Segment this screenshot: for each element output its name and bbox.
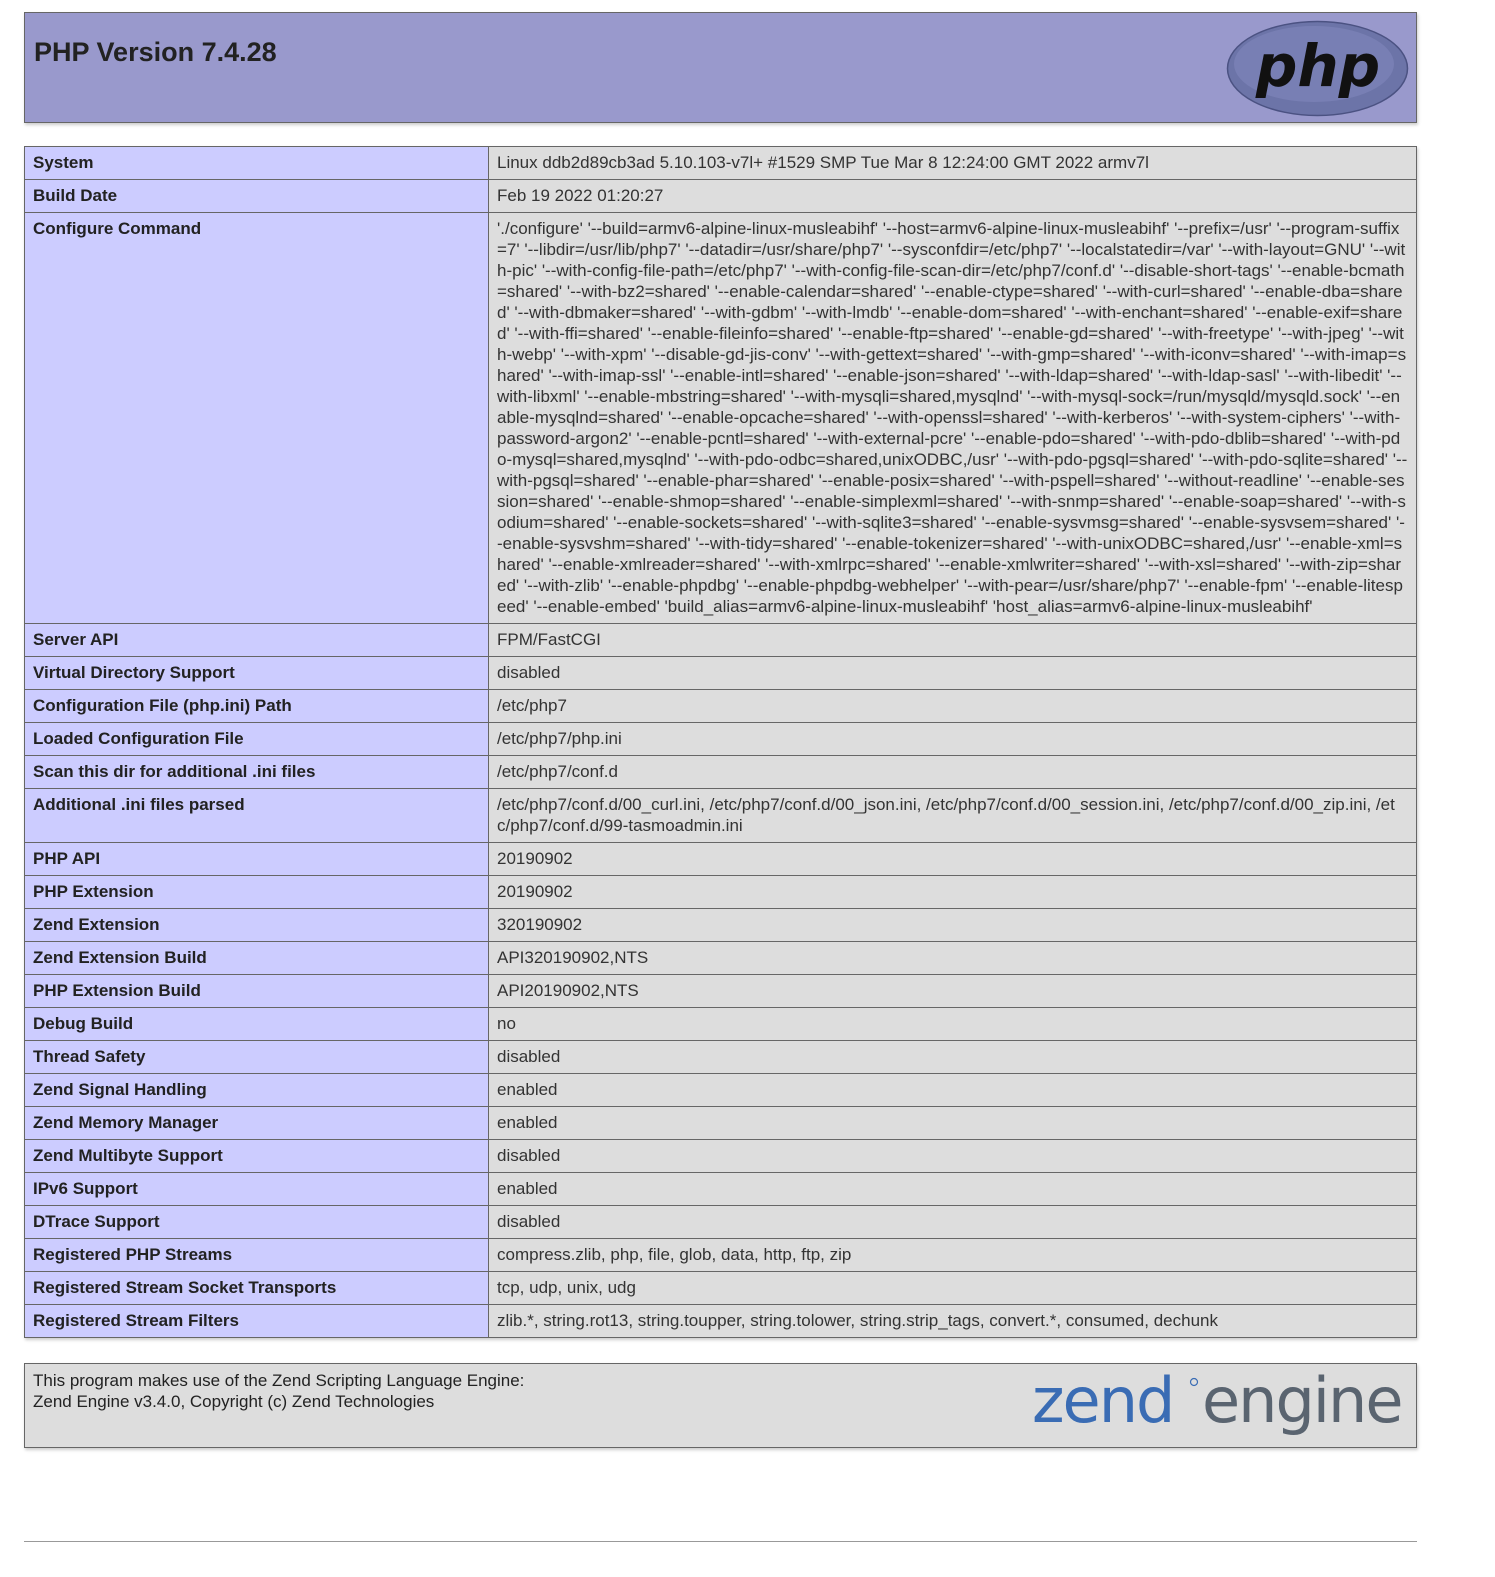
row-value: 20190902 [489, 843, 1417, 876]
row-key: Zend Extension [25, 909, 489, 942]
row-value: disabled [489, 1041, 1417, 1074]
row-value: no [489, 1008, 1417, 1041]
page-title: PHP Version 7.4.28 [34, 37, 277, 67]
table-row [25, 843, 1417, 876]
table-row [25, 1041, 1417, 1074]
table-row [25, 180, 1417, 213]
row-value: './configure' '--build=armv6-alpine-linux-musleabihf' '--host=armv6-alpine-linux-musleabihf' '--prefix=/usr' '--program-suffix=7' '--libdir=/usr/lib/php7' '--datadir=/usr/share/php7' '--sysconfdir=/etc/php7' '--localstatedir=/var' '--with-layout=GNU' '--with-pic' '--with-config-file-path=/etc/php7' '--with-config-file-scan-dir=/etc/php7/conf.d' '--disable-short-tags' '--enable-bcmath=shared' '--with-bz2=shared' '--enable-calendar=shared' '--enable-ctype=shared' '--with-curl=shared' '--enable-dba=shared' '--with-dbmaker=shared' '--with-gdbm' '--with-lmdb' '--enable-dom=shared' '--with-enchant=shared' '--enable-exif=shared' '--with-ffi=shared' '--enable-fileinfo=shared' '--enable-ftp=shared' '--enable-gd=shared' '--with-freetype' '--with-jpeg' '--with-webp' '--with-xpm' '--disable-gd-jis-conv' '--with-gettext=shared' '--with-gmp=shared' '--with-iconv=shared' '--with-imap=shared' '--with-imap-ssl' '--enable-intl=shared' '--enable-json=shared' '--with-ldap=shared' '--with-ldap-sasl' '--with-libedit' '--with-libxml' '--enable-mbstring=shared' '--with-mysqli=shared,mysqlnd' '--with-mysql-sock=/run/mysqld/mysqld.sock' '--enable-mysqlnd=shared' '--enable-opcache=shared' '--with-openssl=shared' '--with-kerberos' '--with-system-ciphers' '--with-password-argon2' '--enable-pcntl=shared' '--with-external-pcre' '--enable-pdo=shared' '--with-pdo-dblib=shared' '--with-pdo-mysql=shared,mysqlnd' '--with-pdo-odbc=shared,unixODBC,/usr' '--with-pdo-pgsql=shared' '--with-pdo-sqlite=shared' '--with-pgsql=shared' '--enable-phar=shared' '--enable-posix=shared' '--with-pspell=shared' '--without-readline' '--enable-session=shared' '--enable-shmop=shared' '--enable-simplexml=shared' '--with-snmp=shared' '--enable-soap=shared' '--with-sodium=shared' '--enable-sockets=shared' '--with-sqlite3=shared' '--enable-sysvmsg=shared' '--enable-sysvsem=shared' '--enable-sysvshm=shared' '--with-tidy=shared' '--enable-tokenizer=shared' '--with-unixODBC=shared,/usr' '--enable-xml=shared' '--enable-xmlreader=shared' '--with-xmlrpc=shared' '--enable-xmlwriter=shared' '--with-xsl=shared' '--with-zip=shared' '--with-zlib' '--enable-phpdbg' '--enable-phpdbg-webhelper' '--with-pear=/usr/share/php7' '--enable-fpm' '--enable-litespeed' '--enable-embed' 'build_alias=armv6-alpine-linux-musleabihf' 'host_alias=armv6-alpine-linux-musleabihf' [489, 213, 1417, 624]
row-value: tcp, udp, unix, udg [489, 1272, 1417, 1305]
row-key: PHP Extension Build [25, 975, 489, 1008]
row-value: /etc/php7/conf.d/00_curl.ini, /etc/php7/conf.d/00_json.ini, /etc/php7/conf.d/00_session.ini, /etc/php7/conf.d/00_zip.ini, /etc/php7/conf.d/99-tasmoadmin.ini [489, 789, 1417, 843]
zend-logo-engine: engine [1202, 1368, 1402, 1437]
table-row [25, 147, 1417, 180]
table-row [25, 1107, 1417, 1140]
zend-credits-line1: This program makes use of the Zend Scripting Language Engine: [33, 1371, 525, 1390]
table-row [25, 1008, 1417, 1041]
row-key: Build Date [25, 180, 489, 213]
row-key: Registered Stream Socket Transports [25, 1272, 489, 1305]
phpinfo-page [24, 12, 1417, 1448]
row-value: enabled [489, 1173, 1417, 1206]
row-key: Additional .ini files parsed [25, 789, 489, 843]
row-value: /etc/php7 [489, 690, 1417, 723]
table-row [25, 213, 1417, 624]
table-row [25, 975, 1417, 1008]
row-key: PHP API [25, 843, 489, 876]
row-value: disabled [489, 1140, 1417, 1173]
zend-engine-logo [1032, 1368, 1408, 1444]
row-key: Server API [25, 624, 489, 657]
row-key: DTrace Support [25, 1206, 489, 1239]
table-row [25, 756, 1417, 789]
zend-logo-zend: zend [1032, 1368, 1174, 1437]
row-key: Virtual Directory Support [25, 657, 489, 690]
row-value: API320190902,NTS [489, 942, 1417, 975]
row-value: enabled [489, 1074, 1417, 1107]
row-key: Registered PHP Streams [25, 1239, 489, 1272]
row-value: API20190902,NTS [489, 975, 1417, 1008]
row-key: Zend Extension Build [25, 942, 489, 975]
row-value: Feb 19 2022 01:20:27 [489, 180, 1417, 213]
row-value: FPM/FastCGI [489, 624, 1417, 657]
php-logo [1226, 20, 1409, 117]
bottom-divider [24, 1541, 1417, 1542]
zend-credits [33, 1370, 524, 1412]
table-row [25, 1272, 1417, 1305]
table-row [25, 1305, 1417, 1338]
row-value: enabled [489, 1107, 1417, 1140]
row-value: 20190902 [489, 876, 1417, 909]
table-row [25, 1140, 1417, 1173]
row-key: Registered Stream Filters [25, 1305, 489, 1338]
table-row [25, 723, 1417, 756]
table-row [25, 690, 1417, 723]
row-value: Linux ddb2d89cb3ad 5.10.103-v7l+ #1529 SMP Tue Mar 8 12:24:00 GMT 2022 armv7l [489, 147, 1417, 180]
table-row [25, 876, 1417, 909]
row-key: Loaded Configuration File [25, 723, 489, 756]
php-logo-text: php [1255, 32, 1381, 100]
row-key: Scan this dir for additional .ini files [25, 756, 489, 789]
row-key: Zend Multibyte Support [25, 1140, 489, 1173]
info-table [24, 146, 1417, 1338]
version-header [24, 12, 1417, 123]
table-row [25, 1206, 1417, 1239]
table-row [25, 1074, 1417, 1107]
row-key: Zend Memory Manager [25, 1107, 489, 1140]
row-key: Thread Safety [25, 1041, 489, 1074]
table-row [25, 1239, 1417, 1272]
row-value: /etc/php7/php.ini [489, 723, 1417, 756]
table-row [25, 1173, 1417, 1206]
table-row [25, 657, 1417, 690]
row-key: PHP Extension [25, 876, 489, 909]
table-row [25, 789, 1417, 843]
row-value: disabled [489, 657, 1417, 690]
zend-credits-line2: Zend Engine v3.4.0, Copyright (c) Zend Technologies [33, 1392, 435, 1411]
table-row [25, 909, 1417, 942]
row-key: System [25, 147, 489, 180]
row-key: Configuration File (php.ini) Path [25, 690, 489, 723]
row-value: disabled [489, 1206, 1417, 1239]
row-key: IPv6 Support [25, 1173, 489, 1206]
row-key: Configure Command [25, 213, 489, 624]
row-value: zlib.*, string.rot13, string.toupper, string.tolower, string.strip_tags, convert.*, consumed, dechunk [489, 1305, 1417, 1338]
row-key: Debug Build [25, 1008, 489, 1041]
table-row [25, 624, 1417, 657]
zend-footer [24, 1363, 1417, 1448]
table-row [25, 942, 1417, 975]
row-value: 320190902 [489, 909, 1417, 942]
row-value: /etc/php7/conf.d [489, 756, 1417, 789]
row-value: compress.zlib, php, file, glob, data, http, ftp, zip [489, 1239, 1417, 1272]
row-key: Zend Signal Handling [25, 1074, 489, 1107]
